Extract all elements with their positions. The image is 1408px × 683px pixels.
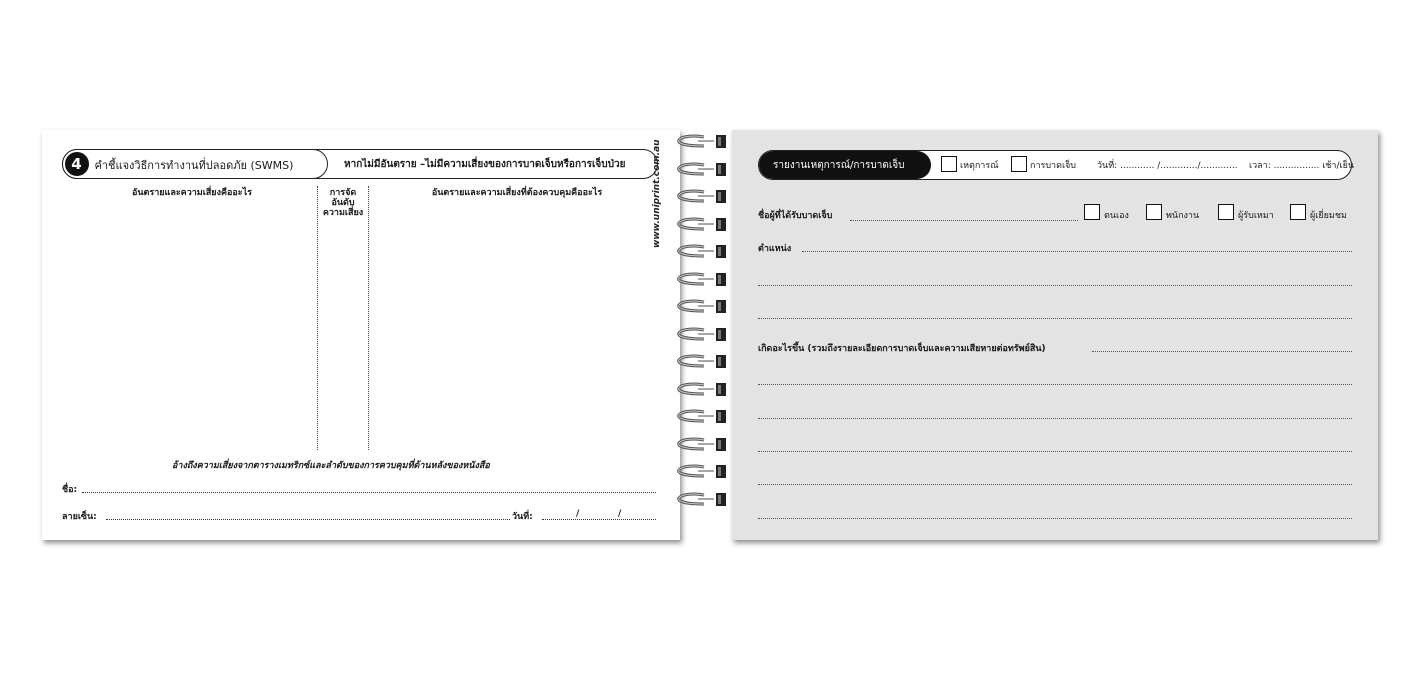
date-separator-1: / — [576, 509, 580, 519]
risk-rank-line-2: อันดับ — [331, 198, 355, 208]
risk-rank-line-1: การจัด — [329, 188, 357, 198]
spiral-coil — [676, 161, 732, 179]
column-divider-1 — [317, 186, 318, 450]
position-label: ตำแหน่ง — [758, 244, 792, 254]
details-line-3[interactable] — [758, 451, 1352, 452]
signature-label: ลายเซ็น: — [62, 512, 97, 522]
publisher-url: www.uniprint.com.au — [652, 139, 662, 248]
details-line-4[interactable] — [758, 484, 1352, 485]
date-field[interactable] — [542, 519, 656, 520]
spiral-coil — [676, 463, 732, 481]
name-field[interactable] — [82, 492, 656, 493]
incident-checkbox-label: เหตุการณ์ — [960, 161, 999, 171]
right-page — [732, 130, 1378, 540]
details-line-2[interactable] — [758, 418, 1352, 419]
swms-subtitle: หากไม่มีอันตราย –ไม่มีความเสี่ยงของการบาดเจ็บหรือการเจ็บป่วย — [344, 159, 626, 170]
left-page — [42, 130, 680, 540]
swms-title-pill — [62, 149, 328, 179]
spiral-binding — [676, 133, 732, 543]
spiral-coil — [676, 491, 732, 509]
self-checkbox-label: ตนเอง — [1104, 211, 1129, 221]
contractor-checkbox-label: ผู้รับเหมา — [1238, 211, 1274, 221]
employee-checkbox[interactable] — [1146, 204, 1162, 220]
spiral-coil — [676, 436, 732, 454]
date-separator-2: / — [618, 509, 622, 519]
spiral-coil — [676, 133, 732, 151]
details-line-5[interactable] — [758, 518, 1352, 519]
spiral-coil — [676, 188, 732, 206]
name-label: ชื่อ: — [62, 485, 78, 495]
risk-matrix-reference-note: อ้างถึงความเสี่ยงจากตารางเมทริกซ์และลำดับของการควบคุมที่ด้านหลังของหนังสือ — [172, 461, 490, 471]
incident-report-title-pill — [759, 151, 931, 179]
injured-person-name-label: ชื่อผู้ที่ได้รับบาดเจ็บ — [758, 211, 833, 221]
signature-field[interactable] — [106, 519, 510, 520]
date-label: วันที่: — [512, 512, 533, 522]
column-header-hazards: อันตรายและความเสี่ยงคืออะไร — [131, 188, 253, 198]
spiral-coil — [676, 271, 732, 289]
self-checkbox[interactable] — [1084, 204, 1100, 220]
incident-report-header — [758, 150, 1352, 180]
report-time-field[interactable]: เวลา: ................ เช้า/เย็น — [1249, 161, 1354, 171]
what-happened-label: เกิดอะไรขึ้น (รวมถึงรายละเอียดการบาดเจ็บและความเสียหายต่อทรัพย์สิน) — [758, 344, 1046, 354]
spiral-coil — [676, 243, 732, 261]
spiral-coil — [676, 381, 732, 399]
spiral-coil — [676, 408, 732, 426]
swms-title: คำชี้แจงวิธีการทำงานที่ปลอดภัย (SWMS) — [94, 158, 294, 172]
column-header-controls: อันตรายและความเสี่ยงที่ต้องควบคุมคืออะไร — [431, 188, 603, 198]
column-header-risk-rank — [318, 188, 368, 218]
injury-checkbox[interactable] — [1011, 156, 1027, 172]
spiral-coil — [676, 326, 732, 344]
injury-checkbox-label: การบาดเจ็บ — [1030, 161, 1077, 171]
column-divider-2 — [368, 186, 369, 450]
spiral-coil — [676, 353, 732, 371]
section-number-badge: 4 — [65, 152, 89, 176]
position-line-2[interactable] — [758, 285, 1352, 286]
position-line-3[interactable] — [758, 318, 1352, 319]
spiral-coil — [676, 298, 732, 316]
visitor-checkbox[interactable] — [1290, 204, 1306, 220]
position-field[interactable] — [802, 251, 1352, 252]
contractor-checkbox[interactable] — [1218, 204, 1234, 220]
injured-person-name-field[interactable] — [850, 220, 1078, 221]
swms-header — [62, 149, 658, 179]
incident-checkbox[interactable] — [941, 156, 957, 172]
spiral-coil — [676, 216, 732, 234]
report-date-field[interactable]: วันที่: ............ /............./............. — [1097, 161, 1238, 171]
employee-checkbox-label: พนักงาน — [1166, 211, 1200, 221]
visitor-checkbox-label: ผู้เยี่ยมชม — [1310, 211, 1347, 221]
risk-rank-line-3: ความเสี่ยง — [322, 208, 364, 218]
what-happened-field[interactable] — [1092, 351, 1352, 352]
details-line-1[interactable] — [758, 384, 1352, 385]
incident-report-title: รายงานเหตุการณ์/การบาดเจ็บ — [773, 160, 905, 171]
